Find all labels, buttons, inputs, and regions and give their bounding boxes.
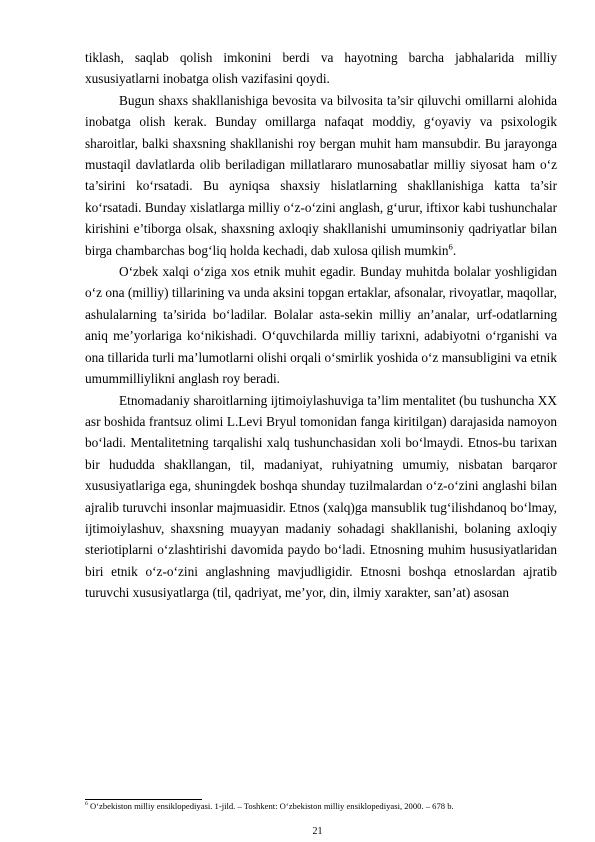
paragraph-1 xyxy=(85,47,557,90)
paragraph-2 xyxy=(85,90,557,261)
paragraph-4-text: Etnomadaniy sharoitlarning ijtimoiylashuviga ta’lim mentalitet (bu tushuncha XX asr boshida frantsuz olimi L.Levi Bryul tomonidan fanga kiritilgan) darajasida namoyon bo‘ladi. Mentalitetning tarqalishi xalq tushunchasidan xoli bo‘lmaydi. Etnos-bu tarixan bir hududda shakllangan, til, madaniyat, ruhiyatning umumiy, nisbatan barqaror xususiyatlariga ega, shuningdek boshqa shunday tuzilmalardan o‘z-o‘zini anglashi bilan ajralib turuvchi insonlar majmuasidir. Etnos (xalq)ga mansublik tug‘ilishdanoq bo‘lmay, ijtimoiylashuv, shaxsning muayyan madaniy sohadagi shakllanishi, bolaning axloqiy steriotiplarni o‘zlashtirishi davomida paydo bo‘ladi. Etnosning muhim hususiyatlaridan biri etnik o‘z-o‘zini anglashning mavjudligidir. Etnosni boshqa etnoslardan ajratib turuvchi xususiyatlarga (til, qadriyat, me’yor, din, ilmiy xarakter, san’at) asosan xyxy=(85,392,557,601)
body-text xyxy=(85,47,557,604)
footnote-text: O‘zbekiston milliy ensiklopediyasi. 1-jild. – Toshkent: O‘zbekiston milliy ensiklopediyasi, 2000. – 678 b. xyxy=(87,801,454,811)
paragraph-3-text: O‘zbek xalqi o‘ziga xos etnik muhit egadir. Bunday muhitda bolalar yoshligidan o‘z ona (milliy) tillarining va unda aksini topgan ertaklar, afsonalar, rivoyatlar, maqollar, ashulalarning ta’sirida bo‘ladilar. Bolalar asta-sekin milliy an’analar, urf-odatlarning aniq me’yorlariga ko‘nikishadi. O‘quvchilarda milliy tarixni, adabiyotni o‘rganishi va ona tillarida turli ma’lumotlarni olishi orqali o‘smirlik yoshida o‘z mansubligini va etnik umummilliylikni anglash roy beradi. xyxy=(85,264,557,387)
footnote xyxy=(85,800,565,812)
page-number: 21 xyxy=(312,826,323,837)
paragraph-2-tail: . xyxy=(452,242,457,258)
paragraph-1-text: tiklash, saqlab qolish imkonini berdi va hayotning barcha jabhalarida milliy xususiyatlarni inobatga olish vazifasini qoydi. xyxy=(85,50,557,87)
paragraph-2-text: Bugun shaxs shakllanishiga bevosita va bilvosita ta’sir qiluvchi omillarni alohida inobatga olish kerak. Bunday omillarga nafaqat moddiy, g‘oyaviy va psixologik sharoitlar, balki shaxsning shakllanishi roy bergan muhit ham mansubdir. Bu jarayonga mustaqil davlatlarda olib beriladigan millatlararo munosabatlar milliy siyosat ham o‘z ta’sirini ko‘rsatadi. Bu ayniqsa shaxsiy hislatlarning shakllanishiga katta ta’sir ko‘rsatadi. Bunday xislatlarga milliy o‘z-o‘zini anglash, g‘urur, iftixor kabi tushunchalar kirishini e’tiborga olsak, shaxsning axloqiy shakllanishi umuminsoniy qadriyatlar bilan birga chambarchas bog‘liq holda kechadi, dab xulosa qilish mumkin xyxy=(85,92,557,258)
paragraph-3 xyxy=(85,261,557,389)
paragraph-4 xyxy=(85,390,557,604)
footnote-mark: 6 xyxy=(85,801,88,808)
footnote-reference[interactable]: 6 xyxy=(448,241,453,252)
